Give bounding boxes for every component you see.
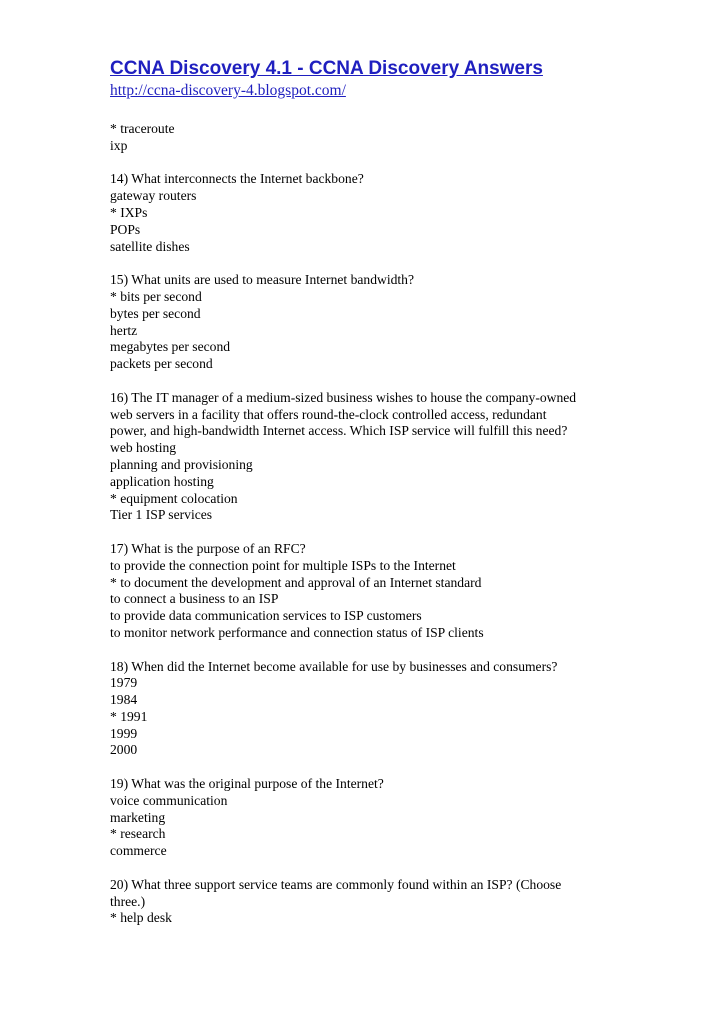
answer-line: web hosting — [110, 440, 177, 456]
answer-line: 2000 — [110, 742, 138, 758]
answer-line: bytes per second — [110, 305, 201, 321]
answer-line: ixp — [110, 137, 128, 153]
answer-line: megabytes per second — [110, 339, 231, 355]
answer-line: web servers in a facility that offers round-the-clock controlled access, redundant — [110, 406, 547, 422]
document-page — [110, 58, 670, 927]
answer-line: three.) — [110, 893, 146, 909]
answer-line: * to document the development and approval of an Internet standard — [110, 574, 482, 590]
answer-line: POPs — [110, 221, 141, 237]
answer-line: voice communication — [110, 792, 228, 808]
answer-line: * 1991 — [110, 708, 148, 724]
answer-line: hertz — [110, 322, 138, 338]
answer-line: * research — [110, 826, 166, 842]
header-title-link[interactable]: CCNA Discovery 4.1 - CCNA Discovery Answers — [110, 58, 543, 79]
document-body — [110, 121, 670, 927]
answer-line: to monitor network performance and connection status of ISP clients — [110, 624, 484, 640]
blank-line — [110, 860, 670, 877]
answer-line: * traceroute — [110, 121, 175, 136]
answer-line: Tier 1 ISP services — [110, 507, 213, 523]
answer-line: satellite dishes — [110, 238, 190, 254]
blank-line — [110, 255, 670, 272]
question-line: 19) What was the original purpose of the Internet? — [110, 776, 384, 792]
answer-line: marketing — [110, 809, 166, 825]
question-line: 20) What three support service teams are commonly found within an ISP? (Choose — [110, 876, 562, 892]
answer-line: to connect a business to an ISP — [110, 591, 279, 607]
document-header — [110, 58, 670, 101]
answer-line: to provide data communication services to ISP customers — [110, 608, 422, 624]
answer-line: 1999 — [110, 725, 138, 741]
answer-line: application hosting — [110, 473, 214, 489]
blank-line — [110, 155, 670, 172]
answer-line: planning and provisioning — [110, 456, 253, 472]
answer-line: commerce — [110, 843, 167, 859]
blank-line — [110, 524, 670, 541]
answer-line: 1984 — [110, 692, 138, 708]
answer-line: * help desk — [110, 910, 172, 926]
blank-line — [110, 373, 670, 390]
header-url-link[interactable]: http://ccna-discovery-4.blogspot.com/ — [110, 82, 346, 99]
answer-line: * bits per second — [110, 288, 202, 304]
answer-line: packets per second — [110, 356, 213, 372]
question-line: 17) What is the purpose of an RFC? — [110, 540, 306, 556]
question-line: 16) The IT manager of a medium-sized business wishes to house the company-owned — [110, 389, 577, 405]
answer-line: * IXPs — [110, 204, 148, 220]
question-line: 14) What interconnects the Internet backbone? — [110, 171, 364, 187]
blank-line — [110, 759, 670, 776]
blank-line — [110, 642, 670, 659]
answer-line: * equipment colocation — [110, 490, 238, 506]
question-line: 15) What units are used to measure Internet bandwidth? — [110, 272, 415, 288]
answer-line: to provide the connection point for multiple ISPs to the Internet — [110, 557, 456, 573]
answer-line: power, and high-bandwidth Internet access. Which ISP service will fulfill this need? — [110, 423, 568, 439]
answer-line: 1979 — [110, 675, 138, 691]
answer-line: gateway routers — [110, 188, 197, 204]
question-line: 18) When did the Internet become available for use by businesses and consumers? — [110, 658, 558, 674]
